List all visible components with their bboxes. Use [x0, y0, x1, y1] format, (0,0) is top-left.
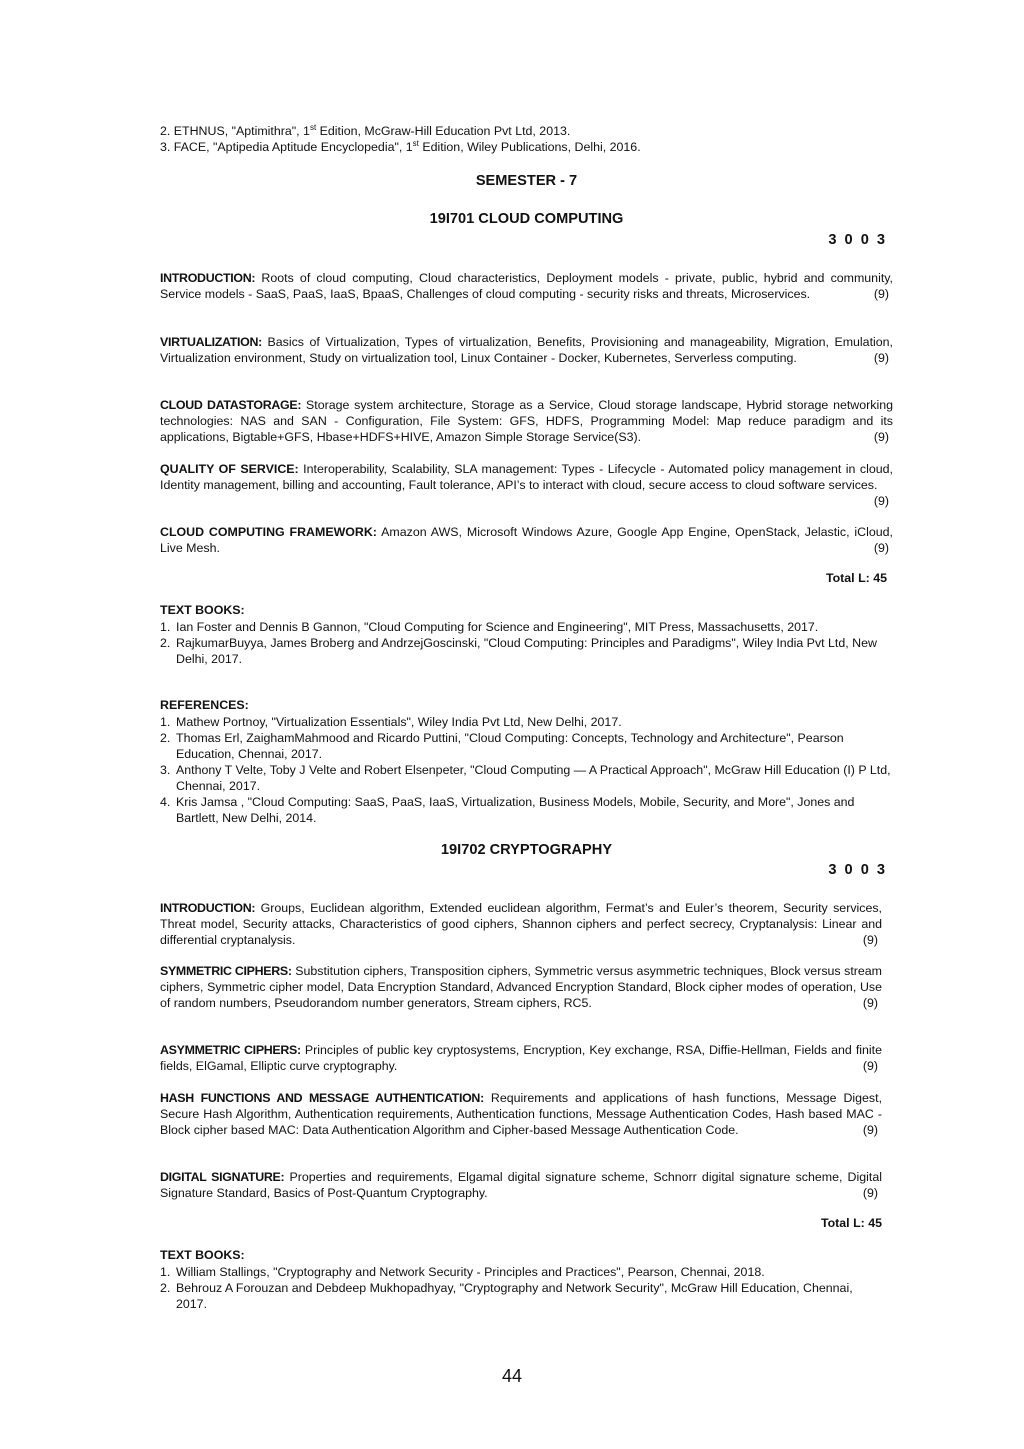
list-item — [160, 714, 893, 730]
list-number: 3. — [160, 763, 171, 777]
unit-hours: (9) — [873, 287, 889, 301]
unit-hours: (9) — [862, 1186, 878, 1200]
references-heading: REFERENCES: — [160, 698, 249, 712]
unit-text: Interoperability, Scalability, SLA management: Types - Lifecycle - Automated policy management in cloud, Identity management, billing and accounting, Fault tolerance, API’s to interact with cloud, secure access to cloud software services. — [160, 462, 894, 492]
semester-heading: SEMESTER - 7 — [475, 173, 578, 189]
list-number: 1. — [160, 620, 171, 634]
unit-paragraph — [160, 397, 893, 445]
unit-hours: (9) — [862, 1123, 878, 1137]
unit-paragraph — [160, 270, 893, 302]
textbooks-heading: TEXT BOOKS: — [160, 603, 245, 617]
unit-text: Roots of cloud computing, Cloud characteristics, Deployment models - private, public, hybrid and community, Service models - SaaS, PaaS, IaaS, BpaaS, Challenges of cloud computing - security risks and threats, Microservices. — [160, 271, 893, 301]
unit-text: Properties and requirements, Elgamal digital signature scheme, Schnorr digital signature scheme, Digital Signature Standard, Basics of Post-Quantum Cryptography. — [160, 1170, 882, 1200]
list-item — [160, 619, 893, 635]
list-item — [160, 1280, 860, 1312]
unit-text: Substitution ciphers, Transposition ciphers, Symmetric versus asymmetric techniques, Block versus stream ciphers, Symmetric cipher model, Data Encryption Standard, Advanced Encryption Standard, Block cipher modes of operation, Use of random numbers, Pseudorandom number generators, Stream ciphers, RC5. — [160, 964, 882, 1010]
unit-label: DIGITAL SIGNATURE: — [160, 1170, 285, 1184]
course-title: 19I701 CLOUD COMPUTING — [429, 211, 624, 227]
list-text: Thomas Erl, ZaighamMahmood and Ricardo Puttini, "Cloud Computing: Concepts, Technology and Architecture", Pearson Education, Chennai, 2017. — [176, 731, 844, 761]
textbooks-list — [160, 619, 893, 667]
top-reference — [160, 139, 641, 155]
textbooks-heading: TEXT BOOKS: — [160, 1248, 245, 1262]
unit-paragraph — [160, 524, 893, 556]
unit-hours: (9) — [873, 430, 889, 444]
list-number: 1. — [160, 715, 171, 729]
list-text: Anthony T Velte, Toby J Velte and Robert Elsenpeter, "Cloud Computing — A Practical Approach", McGraw Hill Education (I) P Ltd, Chennai, 2017. — [176, 763, 891, 793]
unit-hours: (9) — [862, 1059, 878, 1073]
list-number: 2. — [160, 1281, 171, 1295]
unit-paragraph — [160, 1169, 882, 1201]
unit-text: Requirements and applications of hash functions, Message Digest, Secure Hash Algorithm, Authentication requirements, Authentication functions, Message Authentication Codes, Hash based MAC - Block cipher based MAC: Data Authentication Algorithm and Cipher-based Message Authentication Code. — [160, 1091, 883, 1137]
list-item — [160, 730, 893, 762]
unit-text: Basics of Virtualization, Types of virtualization, Benefits, Provisioning and manageability, Migration, Emulation, Virtualization environment, Study on virtualization tool, Linux Container - Docker, Kubernetes, Serverless computing. — [160, 335, 893, 365]
course-credits: 3 0 0 3 — [828, 232, 887, 248]
unit-label: CLOUD DATASTORAGE: — [160, 398, 302, 412]
unit-hours: (9) — [873, 494, 889, 508]
unit-paragraph — [160, 334, 893, 366]
unit-label: CLOUD COMPUTING FRAMEWORK: — [160, 525, 377, 539]
unit-paragraph — [160, 1090, 882, 1138]
list-text: Mathew Portnoy, "Virtualization Essentials", Wiley India Pvt Ltd, New Delhi, 2017. — [176, 715, 622, 729]
list-item — [160, 635, 893, 667]
unit-hours: (9) — [862, 996, 878, 1010]
top-reference — [160, 123, 570, 139]
unit-hours: (9) — [873, 541, 889, 555]
unit-text: Principles of public key cryptosystems, Encryption, Key exchange, RSA, Diffie-Hellman, Fields and finite fields, ElGamal, Elliptic curve cryptography. — [160, 1043, 882, 1073]
list-number: 2. — [160, 636, 171, 650]
total-hours: Total L: 45 — [820, 1216, 882, 1230]
unit-label: QUALITY OF SERVICE: — [160, 462, 299, 476]
ref-sup: st — [309, 122, 317, 132]
list-item — [160, 1264, 860, 1280]
unit-label: ASYMMETRIC CIPHERS: — [160, 1043, 301, 1057]
ref-sup: st — [412, 138, 419, 148]
list-number: 1. — [160, 1265, 171, 1279]
unit-hours: (9) — [862, 933, 878, 947]
ref-text: Edition, McGraw-Hill Education Pvt Ltd, 2013. — [316, 124, 571, 138]
unit-paragraph — [160, 1042, 882, 1074]
course-title: 19I702 CRYPTOGRAPHY — [440, 842, 613, 858]
unit-label: SYMMETRIC CIPHERS: — [160, 964, 292, 978]
unit-paragraph — [160, 900, 882, 948]
unit-paragraph — [160, 461, 893, 509]
list-item — [160, 794, 893, 826]
course-credits: 3 0 0 3 — [828, 862, 887, 878]
unit-hours: (9) — [873, 351, 889, 365]
references-list — [160, 714, 893, 826]
total-hours: Total L: 45 — [825, 571, 887, 585]
unit-text: Amazon AWS, Microsoft Windows Azure, Google App Engine, OpenStack, Jelastic, iCloud, Live Mesh. — [160, 525, 893, 555]
unit-label: INTRODUCTION: — [160, 271, 256, 285]
list-text: Kris Jamsa , "Cloud Computing: SaaS, PaaS, IaaS, Virtualization, Business Models, Mobile, Security, and More", Jones and Bartlett, New Delhi, 2014. — [176, 795, 855, 825]
unit-text: Storage system architecture, Storage as a Service, Cloud storage landscape, Hybrid storage networking technologies: NAS and SAN - Configuration, File System: GFS, HDFS, Programming Model: Map reduce paradigm and its applications, Bigtable+GFS, Hbase+HDFS+HIVE, Amazon Simple Storage Service(S3). — [160, 398, 894, 444]
list-number: 2. — [160, 731, 171, 745]
unit-label: INTRODUCTION: — [160, 901, 256, 915]
ref-text: 3. FACE, "Aptipedia Aptitude Encyclopedia", 1 — [160, 140, 413, 154]
list-number: 4. — [160, 795, 171, 809]
textbooks-list — [160, 1264, 860, 1312]
ref-text: 2. ETHNUS, "Aptimithra", 1 — [160, 124, 310, 138]
list-text: William Stallings, "Cryptography and Network Security - Principles and Practices", Pearson, Chennai, 2018. — [176, 1265, 765, 1279]
list-text: Ian Foster and Dennis B Gannon, "Cloud Computing for Science and Engineering", MIT Press, Massachusetts, 2017. — [176, 620, 819, 634]
list-text: RajkumarBuyya, James Broberg and AndrzejGoscinski, "Cloud Computing: Principles and Paradigms", Wiley India Pvt Ltd, New Delhi, 2017. — [176, 636, 877, 666]
unit-paragraph — [160, 963, 882, 1011]
unit-label: HASH FUNCTIONS AND MESSAGE AUTHENTICATION: — [160, 1091, 484, 1105]
unit-label: VIRTUALIZATION: — [160, 335, 262, 349]
ref-text: Edition, Wiley Publications, Delhi, 2016. — [418, 140, 641, 154]
list-item — [160, 762, 893, 794]
unit-text: Groups, Euclidean algorithm, Extended euclidean algorithm, Fermat’s and Euler’s theorem, Security services, Threat model, Security attacks, Characteristics of good ciphers, Shannon ciphers and perfect secrecy, Cryptanalysis: Linear and differential cryptanalysis. — [160, 901, 882, 947]
list-text: Behrouz A Forouzan and Debdeep Mukhopadhyay, "Cryptography and Network Security", McGraw Hill Education, Chennai, 2017. — [176, 1281, 853, 1311]
page-number: 44 — [501, 1366, 523, 1386]
